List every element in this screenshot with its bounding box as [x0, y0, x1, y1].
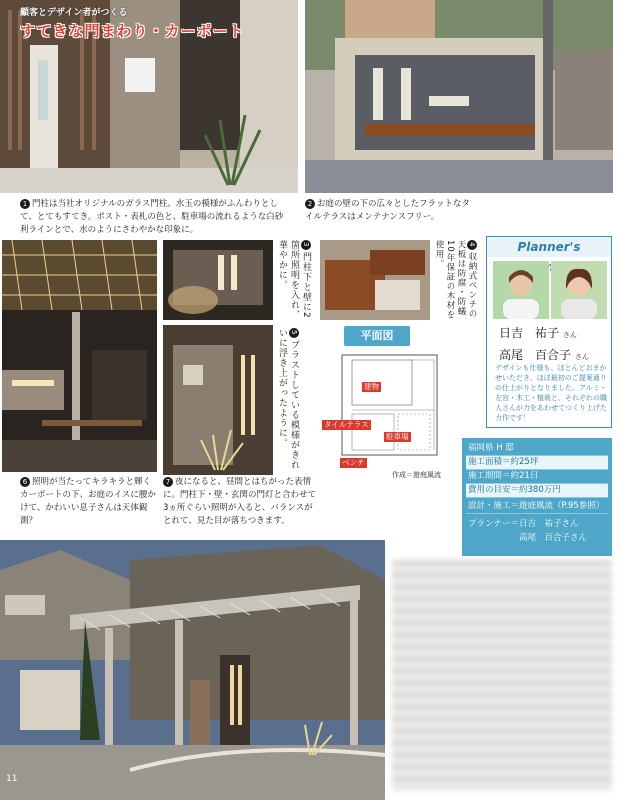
plan-label-building: 建物	[364, 382, 379, 391]
caption-number: 5	[289, 328, 299, 338]
caption-3	[276, 240, 312, 320]
caption-text: 門柱は当社オリジナルのガラス門柱。水玉の模様がふんわりとして、とてもすてき。ポスト・表札の色と、駐車場の流れるような白砂利ラインとで、水のようにさわやかな印象に。	[20, 199, 284, 235]
caption-7	[163, 476, 318, 528]
info-area: 施工面積＝約25坪	[466, 456, 608, 470]
planner-names	[499, 325, 589, 365]
photo-house-carport	[0, 540, 385, 800]
caption-text: ブラストしている模様がきれいに浮き上がったように。	[277, 328, 299, 470]
info-planner-2: 高尾 百合子さん	[468, 533, 588, 543]
plan-label-bench: ベンチ	[342, 458, 365, 467]
caption-number: 2	[305, 199, 315, 209]
caption-number: 1	[20, 199, 30, 209]
photo-storage-bench	[320, 240, 430, 320]
caption-6	[20, 476, 158, 528]
planner-name-1: 日吉 祐子	[499, 326, 560, 340]
page-title: すてきな門まわり・カーポート	[20, 22, 245, 40]
photo-wall-pattern	[163, 325, 273, 475]
caption-text: 収納式ベンチの天板は防腐・防蟻10年保証の木材を使用。	[434, 240, 477, 320]
info-planner-1: プランナー＝日吉 祐子さん	[468, 519, 579, 529]
plan-label-tile-terrace: タイルテラス	[324, 420, 369, 429]
photo-wall-bench	[305, 0, 613, 193]
info-cost: 費用の目安＝約380万円	[466, 484, 608, 498]
caption-text: 照明が当たってキラキラと輝くカーポートの下、お庭のイスに腰かけて、かわいい息子さんは天体観測？	[20, 477, 156, 526]
plan-diagram	[322, 350, 462, 465]
planner-comment-text: デザインも仕様も、ほとんどおまかせいただき、ほぼ最初のご提案通りの仕上がりとなりました。アルミ・左官・木工・植栽と、それぞれの職人さんが力をあわせてつくり上げた力作です！	[495, 364, 607, 422]
avatar-planner-2	[551, 261, 607, 319]
info-period: 施工期間＝約21日	[466, 470, 608, 484]
caption-2	[305, 198, 470, 224]
blurred-region	[392, 560, 612, 790]
caption-5	[276, 328, 300, 478]
caption-number: 3	[301, 240, 311, 250]
honorific: さん	[574, 353, 589, 361]
planner-heading: Planner's	[487, 237, 611, 257]
plan-label-parking: 駐車場	[386, 432, 409, 441]
planner-name-2: 高尾 百合子	[499, 348, 572, 362]
project-info-box	[462, 438, 612, 556]
caption-text: 夜になると、昼間とはちがった表情に。門柱下・壁・玄関の門灯と合わせて3ヵ所ぐらい照明が入ると、バランスがとれて、見た目が落ちつきます。	[163, 477, 317, 526]
info-location: 福岡県 H 邸	[466, 442, 608, 456]
caption-text: 門柱下と壁に2箇所照明を入れ、華やかに。	[277, 240, 311, 320]
caption-text: お庭の壁の下の広々としたフラットなタイルテラスはメンテナンスフリー。	[305, 199, 470, 222]
page-number: 11	[6, 774, 18, 784]
caption-number: 6	[20, 477, 30, 487]
header-kicker: 顧客とデザイン者がつくる	[20, 8, 128, 18]
caption-4	[433, 240, 477, 324]
plan-credit: 作成＝遊庭風流	[392, 471, 441, 479]
photo-pillar-light	[163, 240, 273, 320]
info-designer: 設計・施工＝遊庭風流（P.95参照）	[466, 500, 608, 514]
planner-comment-box	[486, 236, 612, 428]
caption-number: 4	[467, 240, 477, 250]
honorific: さん	[562, 331, 577, 339]
caption-1	[20, 198, 290, 237]
avatar-planner-1	[493, 261, 549, 319]
photo-carport-night	[2, 240, 157, 472]
caption-number: 7	[163, 477, 173, 487]
plan-title: 平面図	[344, 326, 410, 346]
